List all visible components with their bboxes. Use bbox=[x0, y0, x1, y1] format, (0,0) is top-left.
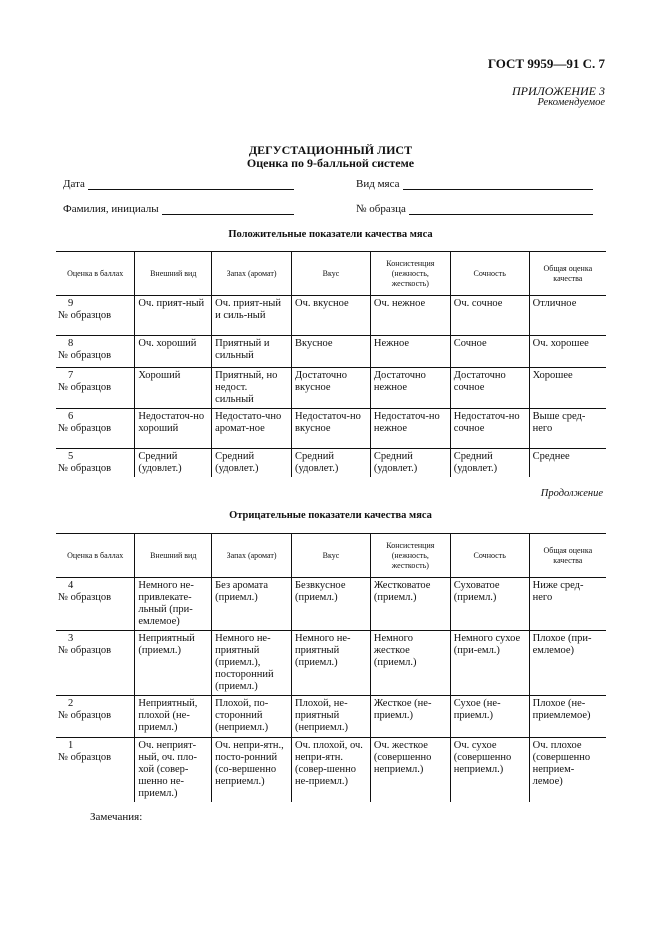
table-cell: Оч. неприят-ный, оч. пло-хой (совер-шенно не-приемл.) bbox=[135, 738, 212, 803]
table-header-row bbox=[56, 534, 606, 578]
table-cell: Среднее bbox=[529, 449, 606, 478]
table-cell: Оч. плохое (совершенно неприем-лемое) bbox=[529, 738, 606, 803]
table-cell: Хороший bbox=[135, 368, 212, 409]
table-row bbox=[56, 631, 606, 696]
positive-quality-table bbox=[56, 251, 606, 477]
table-cell: Недостаточ-но вкусное bbox=[292, 409, 371, 449]
column-header: Внешний вид bbox=[135, 252, 212, 296]
table-cell: Достаточно сочное bbox=[450, 368, 529, 409]
table-row bbox=[56, 578, 606, 631]
samples-label: № образцов bbox=[58, 350, 112, 361]
table-cell: Недостаточ-но хороший bbox=[135, 409, 212, 449]
table-cell: Достаточно нежное bbox=[370, 368, 450, 409]
score-value: 3 bbox=[68, 633, 74, 644]
date-label: Дата bbox=[63, 178, 85, 190]
page-subtitle: Оценка по 9-балльной системе bbox=[246, 156, 415, 170]
column-header: Запах (аромат) bbox=[212, 252, 292, 296]
score-value: 7 bbox=[68, 370, 74, 381]
negative-section-title: Отрицательные показатели качества мяса bbox=[229, 510, 432, 521]
score-value: 8 bbox=[68, 338, 74, 349]
sample-no-field bbox=[356, 203, 593, 215]
column-header: Консистенция (нежность, жесткость) bbox=[370, 534, 450, 578]
table-cell: Сухое (не-приемл.) bbox=[450, 696, 529, 738]
table-cell: Оч. вкусное bbox=[292, 296, 371, 336]
table-cell: Недостато-чно аромат-ное bbox=[212, 409, 292, 449]
table-cell: Отличное bbox=[529, 296, 606, 336]
table-cell: Жестковатое (приемл.) bbox=[370, 578, 450, 631]
samples-label: № образцов bbox=[58, 382, 112, 393]
score-cell bbox=[56, 296, 135, 336]
samples-label: № образцов bbox=[58, 423, 112, 434]
score-value: 5 bbox=[68, 451, 74, 462]
table-cell: Плохой, не-приятный (неприемл.) bbox=[292, 696, 371, 738]
table-cell: Приятный, но недост. сильный bbox=[212, 368, 292, 409]
table-row bbox=[56, 449, 606, 478]
score-value: 1 bbox=[68, 740, 74, 751]
table-cell: Оч. хороший bbox=[135, 336, 212, 368]
appendix-status: Рекомендуемое bbox=[537, 97, 605, 108]
table-cell: Суховатое (приемл.) bbox=[450, 578, 529, 631]
samples-label: № образцов bbox=[58, 310, 112, 321]
table-cell: Оч. хорошее bbox=[529, 336, 606, 368]
table-cell: Выше сред-него bbox=[529, 409, 606, 449]
meat-type-field bbox=[356, 178, 593, 190]
table-cell: Недостаточ-но сочное bbox=[450, 409, 529, 449]
table-cell: Немного жесткое (приемл.) bbox=[370, 631, 450, 696]
score-cell bbox=[56, 449, 135, 478]
column-header: Общая оценка качества bbox=[529, 252, 606, 296]
negative-quality-table bbox=[56, 533, 606, 802]
name-field bbox=[63, 203, 294, 215]
name-label: Фамилия, инициалы bbox=[63, 203, 159, 215]
meat-type-label: Вид мяса bbox=[356, 178, 400, 190]
score-cell bbox=[56, 631, 135, 696]
table-cell: Без аромата (приемл.) bbox=[212, 578, 292, 631]
date-input-line bbox=[88, 178, 294, 190]
score-value: 6 bbox=[68, 411, 74, 422]
column-header: Вкус bbox=[292, 252, 371, 296]
table-cell: Средний (удовлет.) bbox=[450, 449, 529, 478]
table-cell: Средний (удовлет.) bbox=[292, 449, 371, 478]
table-cell: Оч. жесткое (совершенно неприемл.) bbox=[370, 738, 450, 803]
table-cell: Немного не-привлекате-льный (при-емлемое) bbox=[135, 578, 212, 631]
continuation-label: Продолжение bbox=[540, 488, 603, 499]
positive-section-title: Положительные показатели качества мяса bbox=[228, 229, 433, 240]
column-header: Консистенция (нежность, жесткость) bbox=[370, 252, 450, 296]
table-cell: Неприятный, плохой (не-приемл.) bbox=[135, 696, 212, 738]
table-header-row bbox=[56, 252, 606, 296]
table-row bbox=[56, 409, 606, 449]
table-cell: Немного сухое (при-емл.) bbox=[450, 631, 529, 696]
table-row bbox=[56, 368, 606, 409]
table-cell: Средний (удовлет.) bbox=[212, 449, 292, 478]
sample-no-label: № образца bbox=[356, 203, 406, 215]
samples-label: № образцов bbox=[58, 645, 112, 656]
table-cell: Достаточно вкусное bbox=[292, 368, 371, 409]
table-row bbox=[56, 296, 606, 336]
column-header: Внешний вид bbox=[135, 534, 212, 578]
table-cell: Оч. непри-ятн., посто-ронний (со-вершенно неприемл.) bbox=[212, 738, 292, 803]
score-cell bbox=[56, 696, 135, 738]
table-cell: Ниже сред-него bbox=[529, 578, 606, 631]
samples-label: № образцов bbox=[58, 752, 112, 763]
column-header: Вкус bbox=[292, 534, 371, 578]
score-cell bbox=[56, 368, 135, 409]
sample-no-input-line bbox=[409, 203, 593, 215]
column-header: Общая оценка качества bbox=[529, 534, 606, 578]
score-value: 2 bbox=[68, 698, 74, 709]
table-cell: Плохой, по-сторонний (неприемл.) bbox=[212, 696, 292, 738]
name-input-line bbox=[162, 203, 294, 215]
notes-label: Замечания: bbox=[90, 811, 143, 823]
table-cell: Плохое (не-приемлемое) bbox=[529, 696, 606, 738]
table-cell: Немного не-приятный (приемл.) bbox=[292, 631, 371, 696]
table-cell: Средний (удовлет.) bbox=[135, 449, 212, 478]
doc-reference: ГОСТ 9959—91 С. 7 bbox=[487, 56, 605, 71]
table-cell: Нежное bbox=[370, 336, 450, 368]
table-cell: Хорошее bbox=[529, 368, 606, 409]
score-cell bbox=[56, 336, 135, 368]
table-cell: Сочное bbox=[450, 336, 529, 368]
column-header: Оценка в баллах bbox=[56, 252, 135, 296]
table-cell: Оч. нежное bbox=[370, 296, 450, 336]
table-cell: Оч. сочное bbox=[450, 296, 529, 336]
samples-label: № образцов bbox=[58, 463, 112, 474]
table-row bbox=[56, 336, 606, 368]
table-cell: Неприятный (приемл.) bbox=[135, 631, 212, 696]
score-cell bbox=[56, 409, 135, 449]
score-cell bbox=[56, 738, 135, 803]
column-header: Запах (аромат) bbox=[212, 534, 292, 578]
table-cell: Оч. сухое (совершенно неприемл.) bbox=[450, 738, 529, 803]
table-cell: Жесткое (не-приемл.) bbox=[370, 696, 450, 738]
samples-label: № образцов bbox=[58, 710, 112, 721]
meat-type-input-line bbox=[403, 178, 593, 190]
samples-label: № образцов bbox=[58, 592, 112, 603]
score-cell bbox=[56, 578, 135, 631]
table-cell: Оч. прият-ный bbox=[135, 296, 212, 336]
table-row bbox=[56, 696, 606, 738]
column-header: Сочность bbox=[450, 534, 529, 578]
table-cell: Недостаточ-но нежное bbox=[370, 409, 450, 449]
column-header: Сочность bbox=[450, 252, 529, 296]
table-cell: Оч. плохой, оч. непри-ятн. (совер-шенно не-приемл.) bbox=[292, 738, 371, 803]
table-cell: Вкусное bbox=[292, 336, 371, 368]
date-field bbox=[63, 178, 294, 190]
appendix-label: ПРИЛОЖЕНИЕ 3 bbox=[512, 84, 605, 98]
table-cell: Немного не-приятный (приемл.), посторонний (приемл.) bbox=[212, 631, 292, 696]
table-cell: Приятный и сильный bbox=[212, 336, 292, 368]
table-cell: Плохое (при-емлемое) bbox=[529, 631, 606, 696]
table-cell: Средний (удовлет.) bbox=[370, 449, 450, 478]
score-value: 9 bbox=[68, 298, 74, 309]
table-row bbox=[56, 738, 606, 803]
table-cell: Безвкусное (приемл.) bbox=[292, 578, 371, 631]
table-cell: Оч. прият-ный и силь-ный bbox=[212, 296, 292, 336]
page-title: ДЕГУСТАЦИОННЫЙ ЛИСТ bbox=[248, 143, 413, 157]
score-value: 4 bbox=[68, 580, 74, 591]
column-header: Оценка в баллах bbox=[56, 534, 135, 578]
